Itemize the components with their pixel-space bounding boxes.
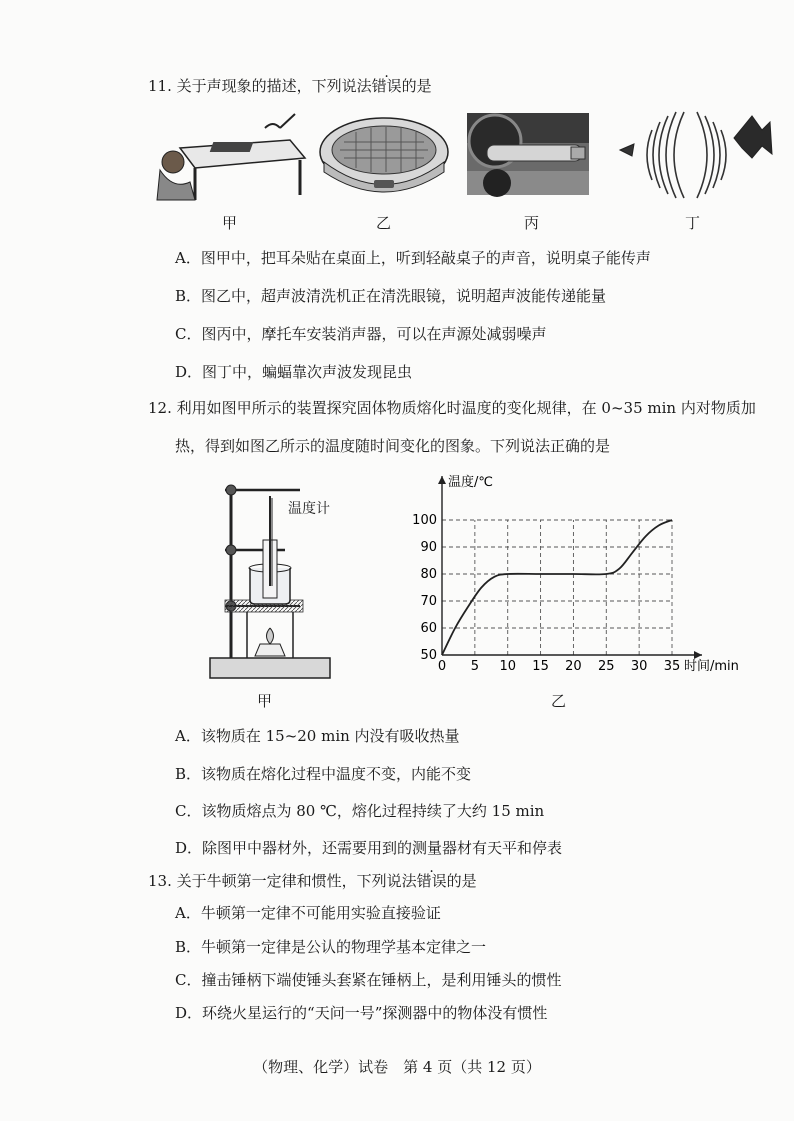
chart-axes	[438, 476, 702, 659]
q12-option-b: B．该物质在熔化过程中温度不变，内能不变	[175, 765, 472, 783]
q13-number: 13.	[148, 872, 172, 890]
q11-stem-emph: 错误	[371, 77, 402, 95]
temperature-curve	[442, 520, 672, 655]
chart-ticks	[412, 513, 680, 674]
q11-number: 11.	[148, 77, 172, 95]
q11-option-a: A．图甲中，把耳朵贴在桌面上，听到轻敲桌子的声音，说明桌子能传声	[175, 249, 651, 267]
x-tick-label: 0	[437, 659, 447, 674]
x-tick-label: 15	[532, 659, 549, 674]
q11-figure-ding	[612, 110, 774, 200]
y-tick-label: 80	[420, 567, 437, 582]
q13-stem	[148, 871, 477, 891]
q11-caption-ding: 丁	[685, 214, 701, 232]
q12-stem-text1: 利用如图甲所示的装置探究固体物质熔化时温度的变化规律，在 0~35 min 内对物质加	[176, 399, 756, 417]
q11-caption-yi: 乙	[376, 214, 392, 232]
q11-option-b: B．图乙中，超声波清洗机正在清洗眼镜，说明超声波能传递能量	[175, 287, 607, 305]
y-tick-label: 70	[420, 594, 437, 609]
temperature-chart	[405, 468, 739, 676]
q13-stem-emph: 错误	[416, 872, 447, 890]
x-axis-arrow	[694, 651, 702, 659]
q11-stem-after: 的是	[401, 77, 432, 95]
y-tick-label: 60	[420, 621, 437, 636]
q12-stem-line2: 热，得到如图乙所示的温度随时间变化的图象。下列说法正确的是	[175, 437, 611, 455]
x-tick-label: 35	[663, 659, 681, 674]
x-tick-label: 25	[598, 659, 615, 674]
q13-option-d: D．环绕火星运行的“天问一号”探测器中的物体没有惯性	[175, 1004, 548, 1022]
q11-stem-before: 关于声现象的描述，下列说法	[176, 77, 372, 95]
q11-figure-jia	[155, 110, 305, 202]
x-tick-label: 20	[565, 659, 582, 674]
y-tick-label: 50	[420, 648, 437, 663]
q12-caption-jia: 甲	[257, 692, 273, 710]
q11-figure-yi	[316, 112, 452, 202]
q11-figure-bing	[467, 113, 589, 195]
y-tick-label: 100	[412, 513, 437, 528]
q11-option-c: C．图丙中，摩托车安装消声器，可以在声源处减弱噪声	[175, 325, 547, 343]
q12-number: 12.	[148, 399, 172, 417]
q13-option-c: C．撞击锤柄下端使锤头套紧在锤柄上，是利用锤头的惯性	[175, 971, 562, 989]
q13-stem-before: 关于牛顿第一定律和惯性，下列说法	[176, 872, 417, 890]
q13-option-b: B．牛顿第一定律是公认的物理学基本定律之一	[175, 938, 487, 956]
q11-option-d: D．图丁中，蝙蝠靠次声波发现昆虫	[175, 363, 413, 381]
page-footer: （物理、化学）试卷 第 4 页（共 12 页）	[253, 1058, 541, 1076]
q12-stem-line1	[148, 398, 756, 418]
q11-caption-jia: 甲	[222, 214, 238, 232]
chart-xlabel: 时间/min	[684, 659, 739, 674]
chart-grid	[442, 520, 672, 655]
q12-option-c: C．该物质熔点为 80 ℃，熔化过程持续了大约 15 min	[175, 802, 545, 820]
q12-option-d: D．除图甲中器材外，还需要用到的测量器材有天平和停表	[175, 839, 563, 857]
q13-stem-after: 的是	[446, 872, 477, 890]
thermometer-label: 温度计	[288, 501, 330, 517]
q13-option-a: A．牛顿第一定律不可能用实验直接验证	[175, 904, 441, 922]
x-tick-label: 30	[630, 659, 648, 674]
chart-ylabel: 温度/℃	[448, 475, 493, 490]
q11-stem	[148, 76, 432, 96]
y-tick-label: 90	[420, 540, 437, 555]
q11-caption-bing: 丙	[524, 214, 540, 232]
q12-option-a: A．该物质在 15~20 min 内没有吸收热量	[175, 727, 460, 745]
y-axis-arrow	[438, 476, 446, 484]
q12-caption-yi: 乙	[551, 692, 567, 710]
x-tick-label: 10	[499, 659, 516, 674]
x-tick-label: 5	[470, 659, 479, 674]
